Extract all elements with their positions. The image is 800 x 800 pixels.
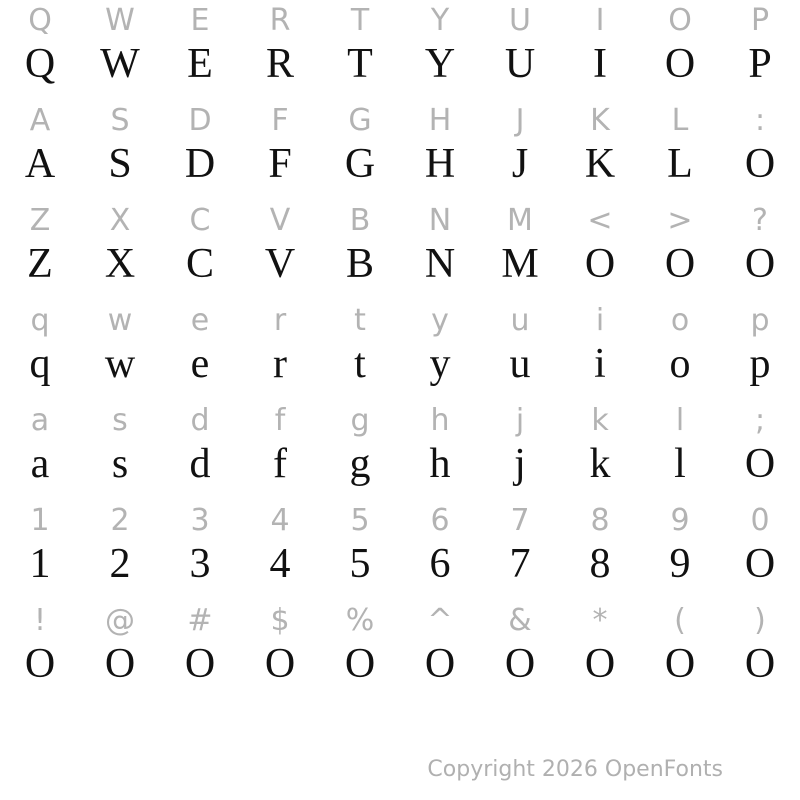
specimen-glyph-line (0, 42, 800, 100)
reference-glyph: $ (270, 603, 290, 638)
specimen-glyph: D (184, 141, 216, 187)
specimen-glyph: k (589, 441, 611, 487)
reference-glyph: S (110, 103, 130, 138)
glyph-row-block (0, 200, 800, 300)
specimen-glyph: l (674, 441, 686, 487)
reference-glyph-line (0, 400, 800, 442)
reference-glyph: i (595, 303, 605, 338)
specimen-glyph: s (111, 441, 129, 487)
specimen-glyph: O (424, 641, 456, 687)
specimen-glyph: I (593, 41, 607, 87)
copyright-text: Copyright 2026 OpenFonts (427, 757, 723, 782)
specimen-glyph: O (744, 541, 776, 587)
reference-glyph: @ (105, 603, 135, 638)
reference-glyph: T (350, 3, 370, 38)
specimen-glyph: O (584, 641, 616, 687)
specimen-glyph: Y (424, 41, 456, 87)
specimen-glyph: 7 (509, 541, 531, 587)
reference-glyph: 1 (30, 503, 50, 538)
reference-glyph-line (0, 0, 800, 42)
specimen-glyph: q (29, 341, 51, 387)
specimen-glyph: S (108, 141, 132, 187)
specimen-glyph: 8 (589, 541, 611, 587)
reference-glyph: X (109, 203, 131, 238)
specimen-glyph: O (664, 641, 696, 687)
specimen-glyph: w (104, 341, 136, 387)
reference-glyph: ! (33, 603, 47, 638)
specimen-glyph: H (424, 141, 456, 187)
specimen-glyph: u (509, 341, 531, 387)
reference-glyph: Y (430, 3, 450, 38)
reference-glyph: F (271, 103, 289, 138)
specimen-glyph: 9 (669, 541, 691, 587)
reference-glyph: h (430, 403, 450, 438)
reference-glyph: : (754, 103, 766, 138)
specimen-glyph-line (0, 642, 800, 700)
specimen-glyph: X (104, 241, 136, 287)
specimen-glyph: A (24, 141, 56, 187)
reference-glyph: g (350, 403, 370, 438)
specimen-glyph: O (504, 641, 536, 687)
specimen-glyph: E (187, 41, 213, 87)
specimen-glyph: P (748, 41, 772, 87)
specimen-glyph: r (273, 341, 287, 387)
reference-glyph: 8 (590, 503, 610, 538)
reference-glyph-line (0, 500, 800, 542)
reference-glyph: f (274, 403, 286, 438)
reference-glyph: a (30, 403, 50, 438)
specimen-glyph: 6 (429, 541, 451, 587)
reference-glyph: * (592, 603, 608, 638)
reference-glyph: B (349, 203, 371, 238)
specimen-glyph: O (744, 141, 776, 187)
reference-glyph: q (30, 303, 50, 338)
reference-glyph: 5 (350, 503, 370, 538)
reference-glyph-line (0, 600, 800, 642)
specimen-glyph: o (669, 341, 691, 387)
reference-glyph: % (345, 603, 375, 638)
specimen-glyph: O (104, 641, 136, 687)
specimen-glyph: O (664, 41, 696, 87)
reference-glyph: H (428, 103, 452, 138)
reference-glyph: D (188, 103, 212, 138)
specimen-glyph: 5 (349, 541, 371, 587)
reference-glyph: I (595, 3, 605, 38)
reference-glyph: ? (752, 203, 768, 238)
specimen-glyph: M (501, 241, 539, 287)
reference-glyph: N (428, 203, 452, 238)
specimen-glyph: y (429, 341, 451, 387)
glyph-row-block (0, 100, 800, 200)
specimen-glyph-line (0, 242, 800, 300)
reference-glyph: y (431, 303, 449, 338)
specimen-glyph-line (0, 142, 800, 200)
specimen-glyph: O (24, 641, 56, 687)
specimen-glyph: 2 (109, 541, 131, 587)
specimen-glyph: i (594, 341, 606, 387)
reference-glyph: r (273, 303, 287, 338)
reference-glyph: U (509, 3, 531, 38)
reference-glyph: s (112, 403, 128, 438)
reference-glyph: K (590, 103, 610, 138)
specimen-glyph: T (347, 41, 373, 87)
specimen-glyph-line (0, 542, 800, 600)
reference-glyph: k (591, 403, 609, 438)
specimen-glyph: V (264, 241, 296, 287)
specimen-glyph: F (268, 141, 292, 187)
reference-glyph: A (29, 103, 51, 138)
specimen-glyph: e (190, 341, 210, 387)
specimen-glyph: K (584, 141, 616, 187)
reference-glyph: P (750, 3, 770, 38)
specimen-glyph: O (184, 641, 216, 687)
reference-glyph: ^ (427, 603, 453, 638)
reference-glyph: t (354, 303, 366, 338)
specimen-glyph: U (504, 41, 536, 87)
reference-glyph: 0 (750, 503, 770, 538)
specimen-glyph: N (424, 241, 456, 287)
glyph-row-block (0, 0, 800, 100)
reference-glyph: 6 (430, 503, 450, 538)
specimen-glyph: p (749, 341, 771, 387)
specimen-glyph: 4 (269, 541, 291, 587)
reference-glyph: C (189, 203, 211, 238)
reference-glyph: w (107, 303, 133, 338)
reference-glyph: Q (28, 3, 52, 38)
reference-glyph: # (187, 603, 213, 638)
reference-glyph: ) (754, 603, 766, 638)
reference-glyph: J (515, 103, 525, 138)
specimen-glyph: O (744, 441, 776, 487)
specimen-glyph: f (273, 441, 287, 487)
specimen-glyph: O (344, 641, 376, 687)
specimen-glyph: 1 (29, 541, 51, 587)
reference-glyph: u (510, 303, 530, 338)
reference-glyph: 2 (110, 503, 130, 538)
specimen-glyph: R (265, 41, 294, 87)
specimen-glyph: O (584, 241, 616, 287)
specimen-glyph: J (511, 141, 529, 187)
reference-glyph-line (0, 300, 800, 342)
specimen-glyph: 3 (189, 541, 211, 587)
reference-glyph: V (269, 203, 291, 238)
specimen-glyph: O (664, 241, 696, 287)
specimen-glyph-line (0, 342, 800, 400)
specimen-glyph: O (744, 641, 776, 687)
specimen-glyph: B (345, 241, 374, 287)
specimen-glyph: g (349, 441, 371, 487)
reference-glyph: ; (754, 403, 766, 438)
reference-glyph: e (190, 303, 210, 338)
reference-glyph: R (269, 3, 291, 38)
specimen-glyph: O (264, 641, 296, 687)
reference-glyph: E (190, 3, 210, 38)
reference-glyph: & (508, 603, 532, 638)
reference-glyph: 7 (510, 503, 530, 538)
glyph-row-block (0, 600, 800, 700)
reference-glyph: W (105, 3, 135, 38)
reference-glyph: l (675, 403, 685, 438)
reference-glyph: G (348, 103, 372, 138)
glyph-row-block (0, 300, 800, 400)
reference-glyph-line (0, 200, 800, 242)
glyph-row-block (0, 500, 800, 600)
reference-glyph: o (670, 303, 690, 338)
reference-glyph: 4 (270, 503, 290, 538)
reference-glyph: M (507, 203, 533, 238)
reference-glyph: 3 (190, 503, 210, 538)
reference-glyph: L (671, 103, 689, 138)
reference-glyph: > (667, 203, 693, 238)
specimen-glyph: d (189, 441, 211, 487)
reference-glyph: d (190, 403, 210, 438)
reference-glyph: p (750, 303, 770, 338)
reference-glyph: Z (29, 203, 51, 238)
reference-glyph: j (515, 403, 525, 438)
specimen-glyph: a (30, 441, 50, 487)
specimen-glyph: C (185, 241, 214, 287)
specimen-glyph: W (100, 41, 140, 87)
reference-glyph: 9 (670, 503, 690, 538)
specimen-glyph: Z (27, 241, 53, 287)
specimen-glyph: t (354, 341, 366, 387)
reference-glyph: O (668, 3, 692, 38)
specimen-glyph-line (0, 442, 800, 500)
specimen-glyph: L (667, 141, 693, 187)
specimen-glyph: O (744, 241, 776, 287)
reference-glyph-line (0, 100, 800, 142)
glyph-row-block (0, 400, 800, 500)
specimen-glyph: Q (24, 41, 56, 87)
specimen-glyph: j (514, 441, 526, 487)
specimen-glyph: h (429, 441, 451, 487)
reference-glyph: ( (674, 603, 686, 638)
specimen-glyph: G (344, 141, 376, 187)
reference-glyph: < (587, 203, 613, 238)
